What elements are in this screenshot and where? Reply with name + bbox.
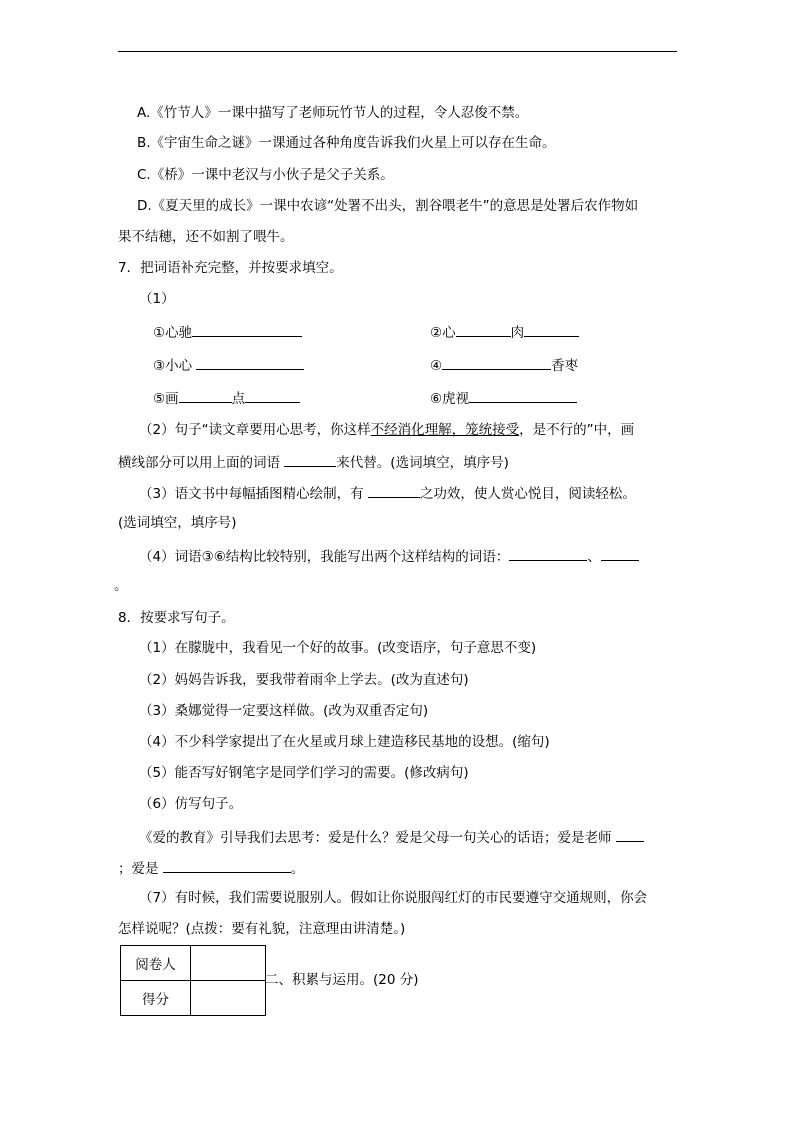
option-d: D.《夏天里的成长》一课中农谚“处署不出头，割谷喂老牛”的意思是处署后农作物如	[137, 198, 639, 214]
blank[interactable]	[456, 322, 511, 337]
q8-imitation: 《爱的教育》引导我们去思考：爱是什么？爱是父母一句关心的话语；爱是老师	[139, 827, 644, 845]
word-3: ③小心	[153, 355, 304, 373]
blank[interactable]	[196, 355, 304, 370]
q8-item-3: （3）桑娜觉得一定要这样做。(改为双重否定句)	[139, 703, 429, 719]
q7-part3-cont: (选词填空，填序号)	[118, 515, 237, 531]
option-b: B.《宇宙生命之谜》一课通过各种角度告诉我们火星上可以存在生命。	[137, 135, 556, 151]
q8-item-4: （4）不少科学家提出了在火星或月球上建造移民基地的设想。(缩句)	[139, 734, 550, 750]
q8-imitation-cont: ；爱是 。	[118, 858, 304, 876]
q8-item-1: （1）在朦胧中，我看见一个好的故事。(改变语序，句子意思不变)	[139, 640, 537, 656]
q7-part2-cont: 横线部分可以用上面的词语 来代替。(选词填空，填序号)	[118, 452, 509, 470]
section-2-heading: 二、积累与运用。(20 分)	[265, 972, 419, 988]
word-2: ②心 肉	[430, 322, 579, 340]
blank[interactable]	[192, 322, 302, 337]
blank[interactable]	[442, 355, 551, 370]
q7-part3: （3）语文书中每幅插图精心绘制，有 之功效，使人赏心悦目，阅读轻松。	[139, 483, 636, 501]
blank[interactable]	[163, 858, 291, 873]
option-a: A.《竹节人》一课中描写了老师玩竹节人的过程，令人忍俊不禁。	[137, 105, 529, 121]
q8-item-5: （5）能否写好钢笔字是同学们学习的需要。(修改病句)	[139, 765, 469, 781]
q7-part4-end: 。	[114, 578, 128, 594]
blank[interactable]	[509, 546, 587, 561]
reviewer-label: 阅卷人	[121, 946, 191, 981]
blank[interactable]	[179, 388, 232, 403]
header-rule	[118, 51, 677, 52]
score-table	[120, 945, 266, 1016]
blank[interactable]	[368, 483, 420, 498]
blank[interactable]	[469, 388, 577, 403]
word-5: ⑤画 点	[153, 388, 300, 406]
word-4: ④ 香枣	[430, 355, 578, 373]
option-d-cont: 果不结穗，还不如割了喂牛。	[118, 229, 294, 245]
blank[interactable]	[616, 827, 644, 842]
blank[interactable]	[284, 452, 336, 467]
q8-item-7: （7）有时候，我们需要说服别人。假如让你说服闯红灯的市民要遵守交通规则，你会	[139, 890, 648, 906]
word-1: ①心驰	[153, 322, 302, 340]
blank[interactable]	[524, 322, 579, 337]
q8-item-2: （2）妈妈告诉我，要我带着雨伞上学去。(改为直述句)	[139, 672, 469, 688]
blank[interactable]	[601, 546, 639, 561]
q8-item-7-cont: 怎样说呢？(点拨：要有礼貌，注意理由讲清楚。)	[118, 921, 406, 937]
q7-part2: （2）句子“读文章要用心思考，你这样不经消化理解，笼统接受，是不行的”中，画	[139, 422, 635, 438]
blank[interactable]	[245, 388, 300, 403]
score-cell[interactable]	[191, 981, 266, 1016]
option-c: C.《桥》一课中老汉与小伙子是父子关系。	[137, 167, 394, 183]
score-label: 得分	[121, 981, 191, 1016]
question-7-title: 7．把词语补充完整，并按要求填空。	[118, 260, 343, 276]
question-8-title: 8．按要求写句子。	[118, 610, 235, 626]
reviewer-cell[interactable]	[191, 946, 266, 981]
q7-part1-label: （1）	[139, 291, 175, 307]
q8-item-6: （6）仿写句子。	[139, 796, 243, 812]
word-6: ⑥虎视	[430, 388, 577, 406]
q7-part4: （4）词语③⑥结构比较特别，我能写出两个这样结构的词语： 、	[139, 546, 639, 564]
